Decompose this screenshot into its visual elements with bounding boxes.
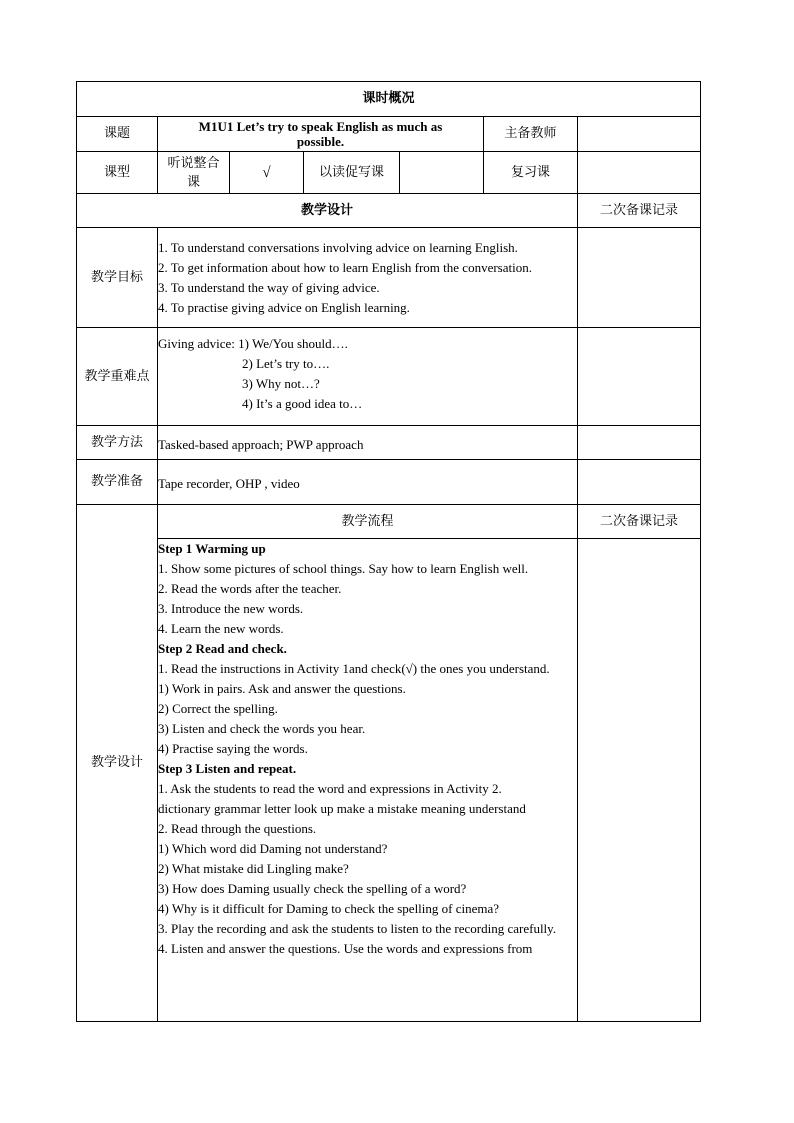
objective-item: 2. To get information about how to learn English from the conversation. (158, 259, 532, 275)
topic-row (77, 117, 701, 152)
step1-title: Step 1 Warming up (158, 541, 266, 556)
step2-item: 1. Read the instructions in Activity 1and check(√) the ones you understand. (158, 661, 550, 676)
step1-item: 4. Learn the new words. (158, 621, 284, 636)
lesson-type-listening-speaking: 听说整合课 (158, 152, 230, 194)
methods-notes (578, 426, 701, 460)
step3-item: 1. Ask the students to read the word and expressions in Activity 2. dictionary grammar letter look up make a mistake meaning understand (158, 781, 526, 816)
process-label: 教学设计 (77, 505, 158, 1022)
lesson-plan-table (76, 81, 701, 1022)
advice-item: 2) Let’s try to…. (242, 356, 330, 371)
lesson-type-reading-writing: 以读促写课 (304, 152, 400, 194)
advice-item: 3) Why not…? (242, 376, 320, 391)
key-points-content (158, 328, 578, 426)
preparation-row (77, 460, 701, 505)
step3-title: Step 3 Listen and repeat. (158, 761, 297, 776)
step2-item: 2) Correct the spelling. (158, 701, 278, 716)
objective-item: 4. To practise giving advice on English learning. (158, 299, 410, 315)
key-points-row (77, 328, 701, 426)
step3-item: 1) Which word did Daming not understand? (158, 841, 388, 856)
advice-item: 4) It’s a good idea to… (242, 396, 363, 411)
methods-value: Tasked-based approach; PWP approach (158, 426, 578, 460)
teaching-design-heading: 教学设计 (77, 194, 578, 228)
objectives-row (77, 228, 701, 328)
process-header-row (77, 505, 701, 539)
lesson-type-row (77, 152, 701, 194)
key-points-label: 教学重难点 (77, 328, 158, 426)
step2-item: 1) Work in pairs. Ask and answer the questions. (158, 681, 406, 696)
process-notes (578, 539, 701, 1022)
preparation-value: Tape recorder, OHP , video (158, 460, 578, 505)
step1-item: 3. Introduce the new words. (158, 601, 304, 616)
process-content-row (77, 539, 701, 1022)
lesson-type-review: 复习课 (484, 152, 578, 194)
objectives-content (158, 228, 578, 328)
step2-item: 3) Listen and check the words you hear. (158, 721, 366, 736)
step3-item: 3. Play the recording and ask the students to listen to the recording carefully. (158, 921, 557, 936)
topic-label: 课题 (77, 117, 158, 152)
step3-item: 2) What mistake did Lingling make? (158, 861, 349, 876)
advice-lead: Giving advice: 1) We/You should…. (158, 336, 348, 351)
design-header-row (77, 194, 701, 228)
topic-value: M1U1 Let’s try to speak English as much as possible. (158, 117, 484, 152)
process-content (158, 539, 578, 1022)
step3-item: 4) Why is it difficult for Daming to check the spelling of cinema? (158, 901, 500, 916)
lesson-type-blank-cell (578, 152, 701, 194)
key-points-notes (578, 328, 701, 426)
step1-item: 1. Show some pictures of school things. Say how to learn English well. (158, 561, 529, 576)
lesson-type-empty-cell (400, 152, 484, 194)
header-row (77, 82, 701, 117)
objective-item: 1. To understand conversations involving advice on learning English. (158, 239, 518, 255)
step2-title: Step 2 Read and check. (158, 641, 287, 656)
objectives-notes (578, 228, 701, 328)
lead-teacher-label: 主备教师 (484, 117, 578, 152)
process-heading: 教学流程 (158, 505, 578, 539)
lesson-type-check-mark: √ (230, 152, 304, 194)
second-prep-heading: 二次备课记录 (578, 194, 701, 228)
step3-item: 2. Read through the questions. (158, 821, 317, 836)
lead-teacher-value (578, 117, 701, 152)
objectives-label: 教学目标 (77, 228, 158, 328)
step1-item: 2. Read the words after the teacher. (158, 581, 342, 596)
methods-label: 教学方法 (77, 426, 158, 460)
step3-item: 4. Listen and answer the questions. Use the words and expressions from (158, 941, 533, 956)
preparation-notes (578, 460, 701, 505)
step3-item: 3) How does Daming usually check the spelling of a word? (158, 881, 467, 896)
process-second-prep-heading: 二次备课记录 (578, 505, 701, 539)
step2-item: 4) Practise saying the words. (158, 741, 308, 756)
overview-title: 课时概况 (77, 82, 701, 117)
methods-row (77, 426, 701, 460)
lesson-type-label: 课型 (77, 152, 158, 194)
objective-item: 3. To understand the way of giving advice. (158, 279, 380, 295)
preparation-label: 教学准备 (77, 460, 158, 505)
